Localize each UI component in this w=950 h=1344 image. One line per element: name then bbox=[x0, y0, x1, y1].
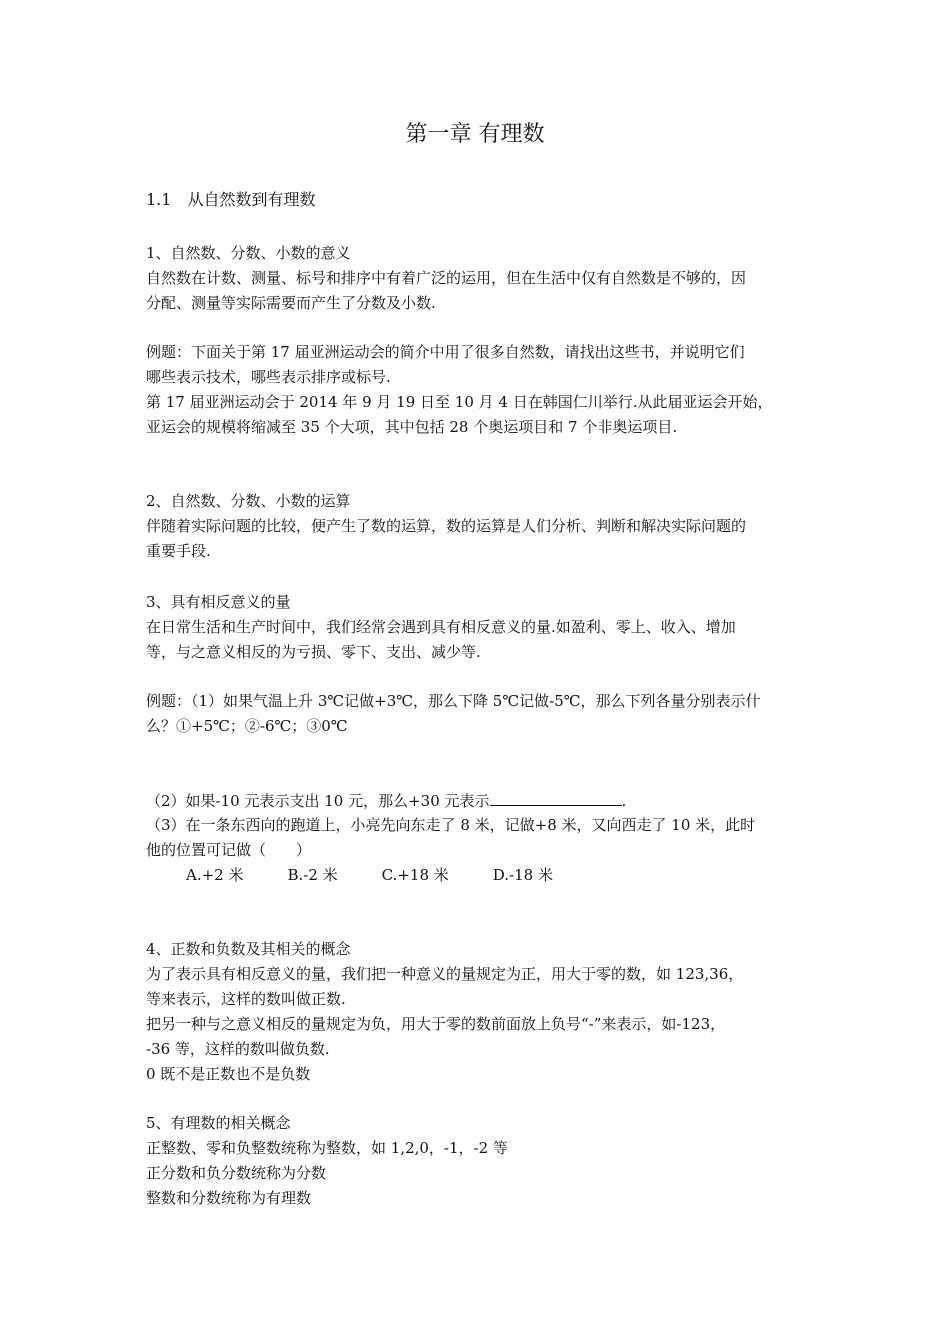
question-2 bbox=[146, 790, 626, 811]
option-d: D.-18 米 bbox=[492, 866, 553, 884]
paragraph-line: 在日常生活和生产时间中，我们经常会遇到具有相反意义的量.如盈利、零上、收入、增加 bbox=[146, 618, 736, 636]
option-c: C.+18 米 bbox=[381, 866, 449, 884]
heading-rational-numbers: 5、有理数的相关概念 bbox=[146, 1114, 291, 1132]
paragraph-line: -36 等，这样的数叫做负数. bbox=[146, 1040, 330, 1058]
example-line: 例题：（1）如果气温上升 3℃记做+3℃，那么下降 5℃记做-5℃，那么下列各量分别表示什 bbox=[146, 692, 761, 710]
question-3-line: 他的位置可记做（ ） bbox=[146, 841, 312, 859]
answer-blank bbox=[490, 790, 622, 806]
question-2-end: . bbox=[621, 792, 627, 810]
paragraph-line: 整数和分数统称为有理数 bbox=[146, 1189, 312, 1207]
section-heading: 1.1 从自然数到有理数 bbox=[146, 190, 316, 209]
option-b: B.-2 米 bbox=[287, 866, 338, 884]
paragraph-line: 正分数和负分数统称为分数 bbox=[146, 1164, 327, 1182]
paragraph-line: 正整数、零和负整数统称为整数，如 1,2,0，-1，-2 等 bbox=[146, 1139, 508, 1157]
paragraph-line: 等来表示，这样的数叫做正数. bbox=[146, 990, 346, 1008]
paragraph-line: 重要手段. bbox=[146, 542, 211, 560]
heading-positive-negative: 4、正数和负数及其相关的概念 bbox=[146, 940, 351, 958]
heading-opposite-quantities: 3、具有相反意义的量 bbox=[146, 593, 291, 611]
question-3-line: （3）在一条东西向的跑道上，小亮先向东走了 8 米，记做+8 米，又向西走了 10 米，此时 bbox=[146, 816, 756, 834]
example-line: 例题：下面关于第 17 届亚洲运动会的简介中用了很多自然数，请找出这些书，并说明它们 bbox=[146, 343, 745, 361]
paragraph-line: 伴随着实际问题的比较，便产生了数的运算，数的运算是人们分析、判断和解决实际问题的 bbox=[146, 517, 747, 535]
paragraph-line: 为了表示具有相反意义的量，我们把一种意义的量规定为正，用大于零的数，如 123,36， bbox=[146, 965, 744, 983]
chapter-title: 第一章 有理数 bbox=[405, 122, 545, 147]
paragraph-line: 把另一种与之意义相反的量规定为负，用大于零的数前面放上负号“-”来表示，如-123， bbox=[146, 1015, 726, 1033]
paragraph-line: 0 既不是正数也不是负数 bbox=[146, 1065, 311, 1083]
heading-natural-numbers: 1、自然数、分数、小数的意义 bbox=[146, 244, 351, 262]
paragraph-line: 自然数在计数、测量、标号和排序中有着广泛的运用，但在生活中仅有自然数是不够的，因 bbox=[146, 269, 747, 287]
option-a: A.+2 米 bbox=[186, 866, 244, 884]
paragraph-line: 分配、测量等实际需要而产生了分数及小数. bbox=[146, 294, 436, 312]
heading-operations: 2、自然数、分数、小数的运算 bbox=[146, 492, 351, 510]
paragraph-line: 等，与之意义相反的为亏损、零下、支出、减少等. bbox=[146, 643, 481, 661]
example-line: 第 17 届亚洲运动会于 2014 年 9 月 19 日至 10 月 4 日在韩国仁川举行.从此届亚运会开始， bbox=[146, 393, 773, 411]
question-2-text: （2）如果-10 元表示支出 10 元，那么+30 元表示 bbox=[146, 792, 490, 810]
answer-options bbox=[186, 865, 597, 885]
example-line: 哪些表示技术，哪些表示排序或标号. bbox=[146, 368, 391, 386]
example-line: 么？①+5℃；②-6℃；③0℃ bbox=[146, 717, 348, 735]
example-line: 亚运会的规模将缩减至 35 个大项，其中包括 28 个奥运项目和 7 个非奥运项目. bbox=[146, 418, 678, 436]
